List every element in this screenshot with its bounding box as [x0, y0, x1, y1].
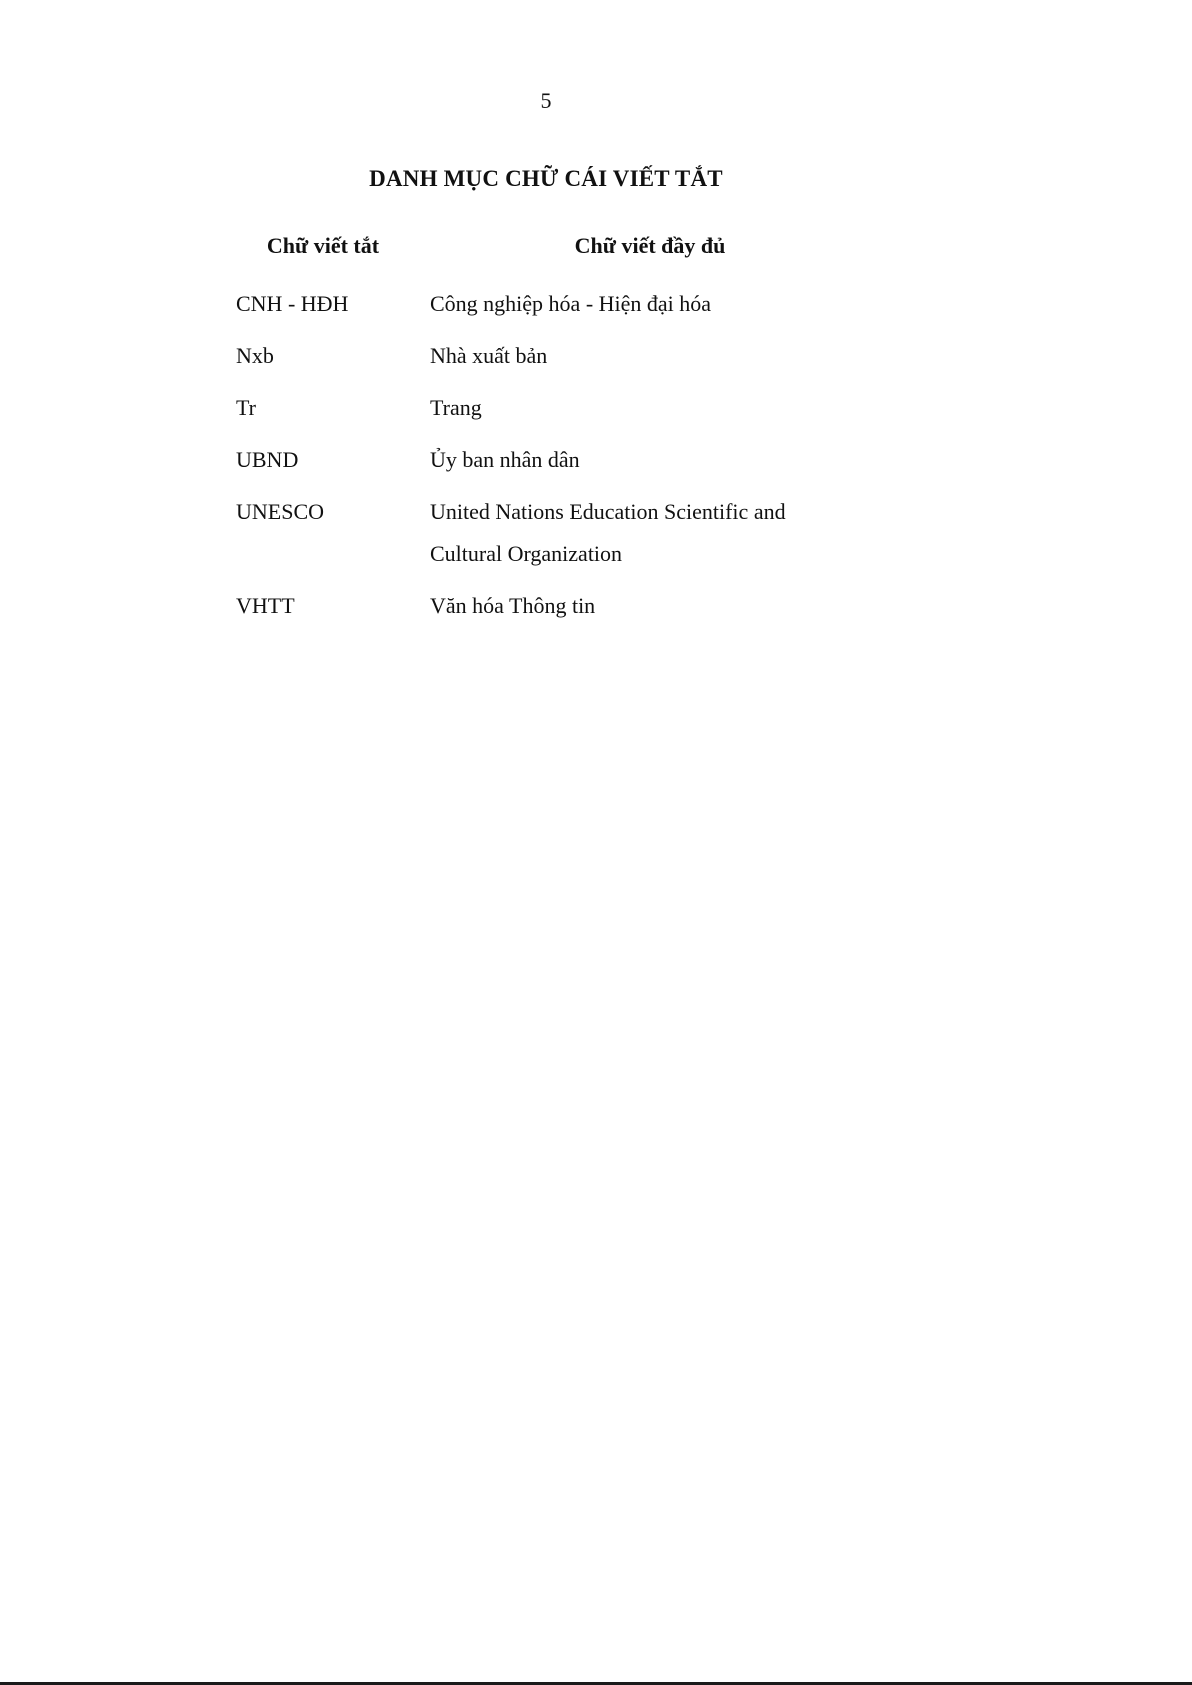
abbreviation-cell: CNH - HĐH	[236, 291, 349, 316]
header-abbreviation: Chữ viết tắt	[266, 233, 380, 258]
full-form-cell: Ủy ban nhân dân	[430, 447, 580, 472]
table-row	[236, 283, 876, 325]
table-row	[236, 585, 876, 627]
table-row	[236, 439, 876, 481]
abbreviation-cell: UNESCO	[236, 499, 325, 524]
abbreviation-cell: VHTT	[236, 593, 295, 618]
abbreviation-cell: UBND	[236, 447, 299, 472]
table-row	[236, 387, 876, 429]
full-form-cell: Văn hóa Thông tin	[430, 593, 596, 618]
table-row	[236, 335, 876, 377]
page-title: DANH MỤC CHỮ CÁI VIẾT TẮT	[369, 166, 723, 191]
full-form-cell: United Nations Education Scientific and Cultural Organization	[430, 499, 786, 566]
abbreviation-cell: Tr	[236, 395, 256, 420]
abbreviation-cell: Nxb	[236, 343, 274, 368]
full-form-cell: Công nghiệp hóa - Hiện đại hóa	[430, 291, 712, 316]
table-row	[236, 491, 876, 575]
full-form-cell: Trang	[430, 395, 482, 420]
full-form-cell: Nhà xuất bản	[430, 343, 548, 368]
table-header	[236, 233, 876, 273]
page-number: 5	[540, 88, 552, 113]
abbreviation-table	[236, 233, 876, 627]
header-full-form: Chữ viết đầy đủ	[574, 233, 726, 258]
